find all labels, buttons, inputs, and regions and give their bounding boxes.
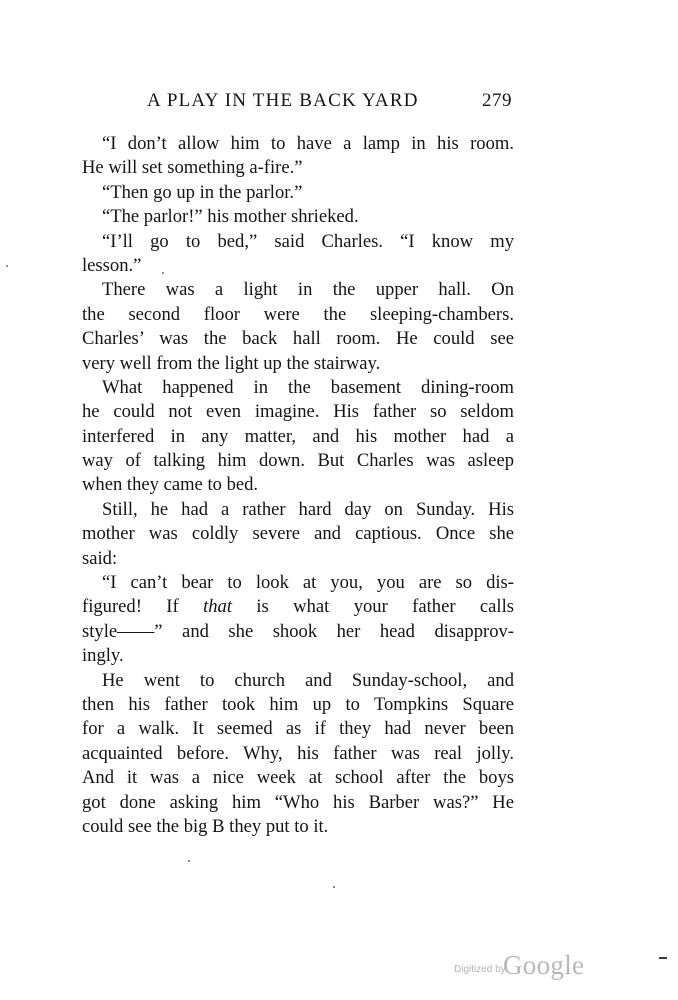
text-line: What happened in the basement dining-room: [102, 376, 514, 398]
italic-emphasis-word: that: [203, 596, 232, 618]
text-line-with-italic: [82, 595, 514, 619]
text-line: could see the big B they put to it.: [82, 815, 329, 837]
running-title: A PLAY IN THE BACK YARD: [147, 90, 419, 111]
scan-speck: [188, 860, 190, 862]
running-header: [0, 86, 678, 118]
text-line: the second floor were the sleeping-chambers.: [82, 303, 514, 325]
text-line: “I can’t bear to look at you, you are so dis-: [102, 572, 514, 594]
text-line: “I’ll go to bed,” said Charles. “I know my: [102, 230, 514, 252]
text-line: when they came to bed.: [82, 474, 259, 496]
text-line: then his father took him up to Tompkins Square: [82, 693, 514, 715]
text-line: He will set something a-fire.”: [82, 157, 303, 179]
digitized-by-google-watermark: [454, 950, 594, 986]
text-line: way of talking him down. But Charles was asleep: [82, 450, 514, 472]
text-line: And it was a nice week at school after the boys: [82, 767, 514, 789]
page-number: 279: [482, 90, 512, 111]
text-line: said:: [82, 547, 118, 569]
line-20-after: is what your father calls: [232, 596, 515, 618]
text-line: Charles’ was the back hall room. He could see: [82, 328, 514, 350]
text-line: very well from the light up the stairway.: [82, 352, 381, 374]
text-line: lesson.”: [82, 254, 142, 276]
text-line: mother was coldly severe and captious. Once she: [82, 523, 514, 545]
text-line: style——” and she shook her head disapprov-: [82, 620, 514, 642]
text-line: “I don’t allow him to have a lamp in his room.: [102, 133, 514, 154]
edge-mark: [659, 957, 667, 959]
google-wordmark: Google: [503, 950, 585, 980]
text-line: acquainted before. Why, his father was real jolly.: [82, 742, 514, 764]
text-line: ingly.: [82, 645, 124, 667]
text-line: Still, he had a rather hard day on Sunday. His: [102, 498, 514, 520]
scan-speck: [333, 886, 335, 888]
text-line: for a walk. It seemed as if they had never been: [82, 718, 514, 740]
scan-speck: [6, 265, 8, 267]
text-line: interfered in any matter, and his mother had a: [82, 425, 514, 447]
text-line: got done asking him “Who his Barber was?” He: [82, 791, 514, 813]
text-line: He went to church and Sunday-school, and: [102, 669, 514, 691]
text-line: There was a light in the upper hall. On: [102, 279, 514, 301]
scan-speck: [162, 272, 164, 274]
digitized-by-label: Digitized by: [454, 964, 506, 975]
line-20-before: figured! If: [82, 596, 204, 618]
page-body-text: [82, 132, 514, 839]
text-line: “Then go up in the parlor.”: [102, 181, 303, 203]
text-line: “The parlor!” his mother shrieked.: [102, 206, 359, 228]
text-line: he could not even imagine. His father so seldom: [82, 401, 514, 423]
